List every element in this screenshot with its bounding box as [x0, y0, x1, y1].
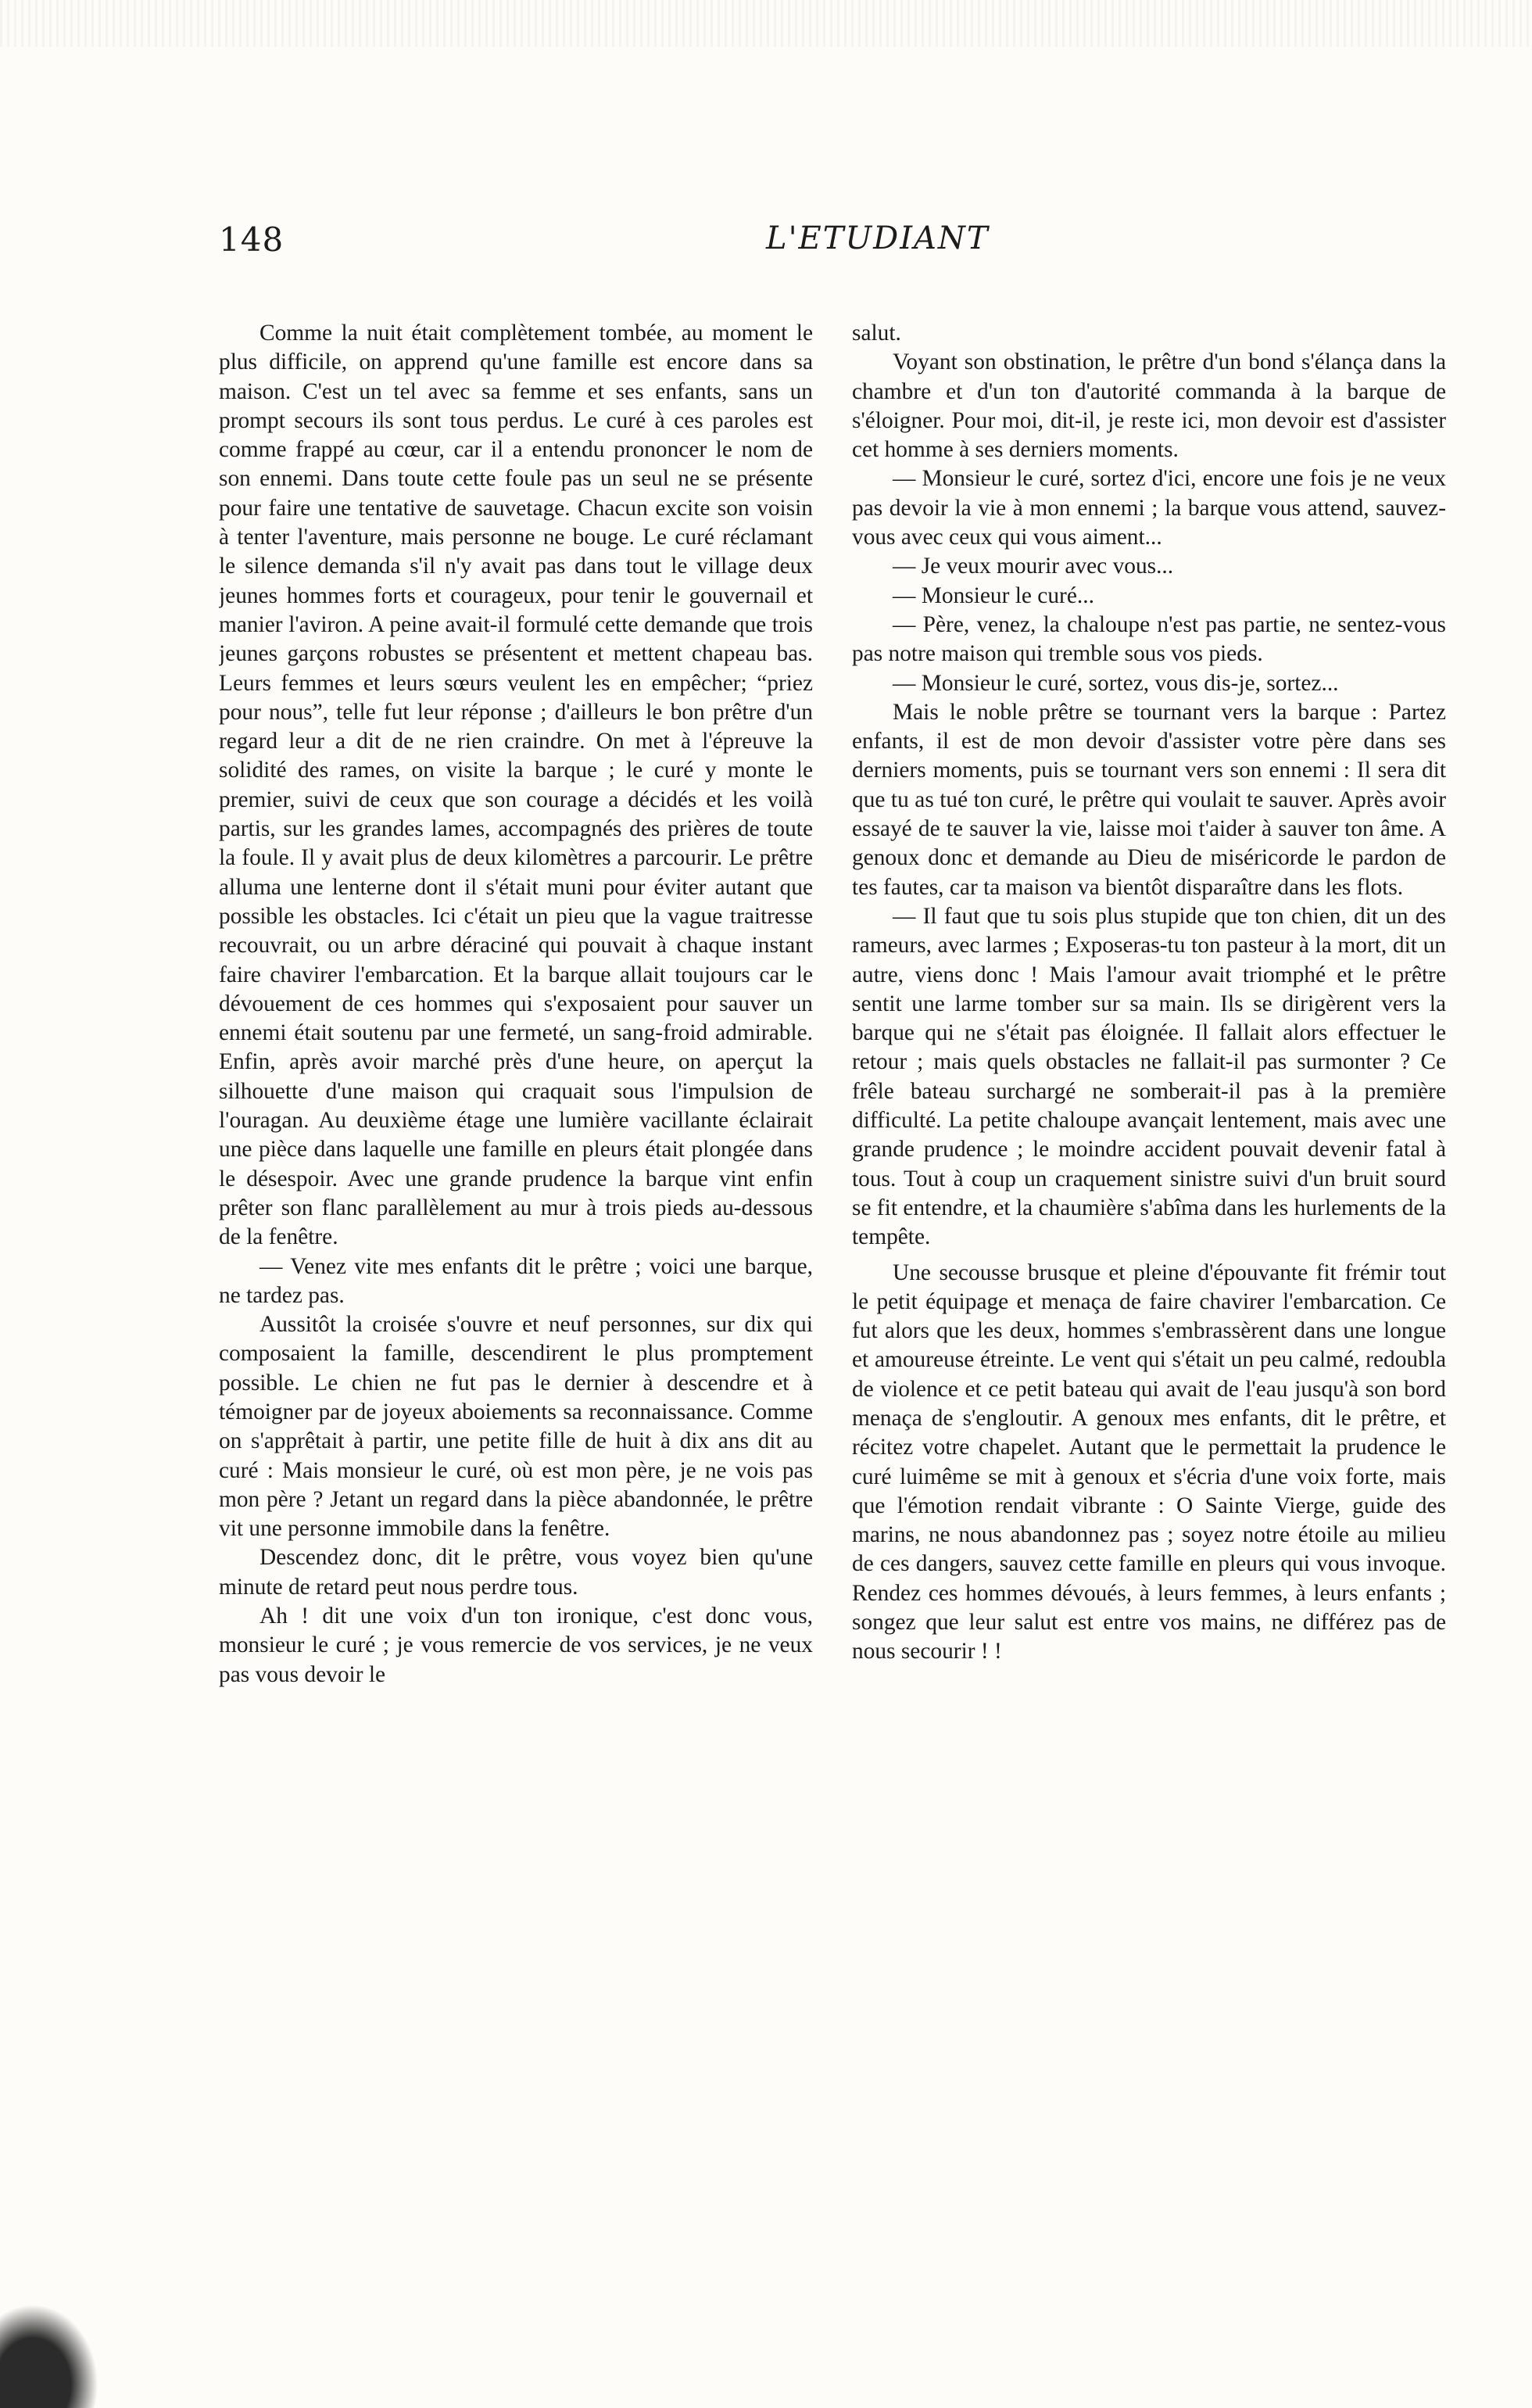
- ink-blot-mark: [0, 2291, 109, 2408]
- paragraph: Descendez donc, dit le prêtre, vous voyez bien qu'une minute de retard peut nous perdre tous.: [219, 1545, 813, 1600]
- paragraph: — Il faut que tu sois plus stupide que ton chien, dit un des rameurs, avec larmes ; Exposeras-tu ton pasteur à la mort, dit un autre, viens donc ! Mais l'amour avait triomphé et le prêtre sentit une larme tomber sur sa main. Ils se dirigèrent vers la barque qui ne s'était pas éloignée. Il fallait alors effectuer le retour ; mais quels obstacles ne fallait-il pas surmonter ? Ce frêle bateau surchargé ne somberait-il pas à la première difficulté. La petite chaloupe avançait lentement, mais avec une grande prudence ; le moindre accident pouvait devenir fatal à tous. Tout à coup un craquement sinistre suivi d'un bruit sourd se fit entendre, et la chaumière s'abîma dans les hurlements de la tempête.: [852, 903, 1446, 1250]
- right-column: [852, 319, 1446, 2117]
- paragraph: Aussitôt la croisée s'ouvre et neuf personnes, sur dix qui composaient la famille, descendirent le plus promptement possible. Le chien ne fut pas le dernier à descendre et à témoigner par de joyeux aboiements sa reconnaissance. Comme on s'apprêtait à partir, une petite fille de huit à dix ans dit au curé : Mais monsieur le curé, où est mon père, je ne vois pas mon père ? Jetant un regard dans la pièce abandonnée, le prêtre vit une personne immobile dans la fenêtre.: [219, 1312, 813, 1542]
- running-title: L'ETUDIANT: [766, 220, 990, 256]
- paragraph: Mais le noble prêtre se tournant vers la barque : Partez enfants, il est de mon devoir d'assister votre père dans ses derniers moments, puis se tournant vers son ennemi : Il sera dit que tu as tué ton curé, le prêtre qui voulait te sauver. Après avoir essayé de te sauver la vie, laisse moi t'aider à sauver ton âme. A genoux donc et demande au Dieu de miséricorde le pardon de tes fautes, car ta maison va bientôt disparaître dans les flots.: [852, 699, 1446, 900]
- page-header: [219, 220, 1454, 267]
- paragraph: — Venez vite mes enfants dit le prêtre ; voici une barque, ne tardez pas.: [219, 1253, 813, 1308]
- paragraph: Ah ! dit une voix d'un ton ironique, c'est donc vous, monsieur le curé ; je vous remercie de vos services, je ne veux pas vous devoir le: [219, 1604, 813, 1687]
- paragraph: salut.: [852, 321, 901, 346]
- paragraph: Comme la nuit était complètement tombée, au moment le plus difficile, on apprend qu'une famille est encore dans sa maison. C'est un tel avec sa femme et ses enfants, sans un prompt secours ils sont tous perdus. Le curé à ces paroles est comme frappé au cœur, car il a entendu prononcer le nom de son ennemi. Dans toute cette foule pas un seul ne se présente pour faire une tentative de sauvetage. Chacun excite son voisin à tenter l'aventure, mais personne ne bouge. Le curé réclamant le silence demanda s'il n'y avait pas dans tout le village deux jeunes hommes forts et courageux, pour tenir le gouvernail et manier l'aviron. A peine avait-il formulé cette demande que trois jeunes garçons robustes se présentent et mettent chapeau bas. Leurs femmes et leurs sœurs veulent les en empêcher; “priez pour nous”, telle fut leur réponse ; d'ailleurs le bon prêtre d'un regard leur a dit de ne rien craindre. On met à l'épreuve la solidité des rames, on visite la barque ; le curé y monte le premier, suivi de ceux que son courage a décidés et les voilà partis, sur les grandes lames, accompagnés des prières de toute la foule. Il y avait plus de deux kilomètres a parcourir. Le prêtre alluma une lenterne dont il s'était muni pour éviter autant que possible les obstacles. Ici c'était un pieu que la vague traitresse recouvrait, ou un arbre déraciné qui pouvait à chaque instant faire chavirer l'embarcation. Et la barque allait toujours car le dévouement de ces hommes qui s'exposaient pour sauver un ennemi était soutenu par une fermeté, un sang-froid admirable. Enfin, après avoir marché près d'une heure, on aperçut la silhouette d'une maison qui craquait sous l'impulsion de l'ouragan. Au deuxième étage une lumière vacillante éclairait une pièce dans laquelle une famille en pleurs était plongée dans le désespoir. Avec une grande prudence la barque vint enfin prêter son flanc parallèlement au mur à trois pieds au-dessous de la fenêtre.: [219, 321, 813, 1250]
- paragraph: — Je veux mourir avec vous...: [893, 554, 1174, 579]
- article-body: [219, 319, 1454, 2117]
- paragraph: — Père, venez, la chaloupe n'est pas partie, ne sentez-vous pas notre maison qui tremble sous vos pieds.: [852, 611, 1446, 667]
- page-edge-speckle: [0, 0, 1532, 47]
- left-column: [219, 319, 813, 2117]
- paragraph: — Monsieur le curé, sortez d'ici, encore une fois je ne veux pas devoir la vie à mon ennemi ; la barque vous attend, sauvez-vous avec ceux qui vous aiment...: [852, 466, 1446, 550]
- page-number: 148: [219, 220, 285, 259]
- paragraph: — Monsieur le curé...: [893, 582, 1094, 608]
- paragraph: Une secousse brusque et pleine d'épouvante fit frémir tout le petit équipage et menaça de faire chavirer l'embarcation. Ce fut alors que les deux, hommes s'embrassèrent dans une longue et amoureuse étreinte. Le vent qui s'était un peu calmé, redoubla de violence et ce petit bateau qui avait de l'eau jusqu'à son bord menaça de s'engloutir. A genoux mes enfants, dit le prêtre, et récitez votre chapelet. Autant que le permettait la prudence le curé luimême se mit à genoux et s'écria d'une voix forte, mais que l'émotion rendait vibrante : O Sainte Vierge, guide des marins, ne nous abandonnez pas ; soyez notre étoile au milieu de ces dangers, sauvez cette famille en pleurs qui vous invoque. Rendez ces hommes dévoués, à leurs femmes, à leurs enfants ; songez que leur salut est entre vos mains, ne différez pas de nous secourir ! !: [852, 1260, 1446, 1664]
- paragraph: Voyant son obstination, le prêtre d'un bond s'élança dans la chambre et d'un ton d'autorité commanda à la barque de s'éloigner. Pour moi, dit-il, je reste ici, mon devoir est d'assister cet homme à ses derniers moments.: [852, 349, 1446, 463]
- paragraph: — Monsieur le curé, sortez, vous dis-je, sortez...: [893, 670, 1339, 696]
